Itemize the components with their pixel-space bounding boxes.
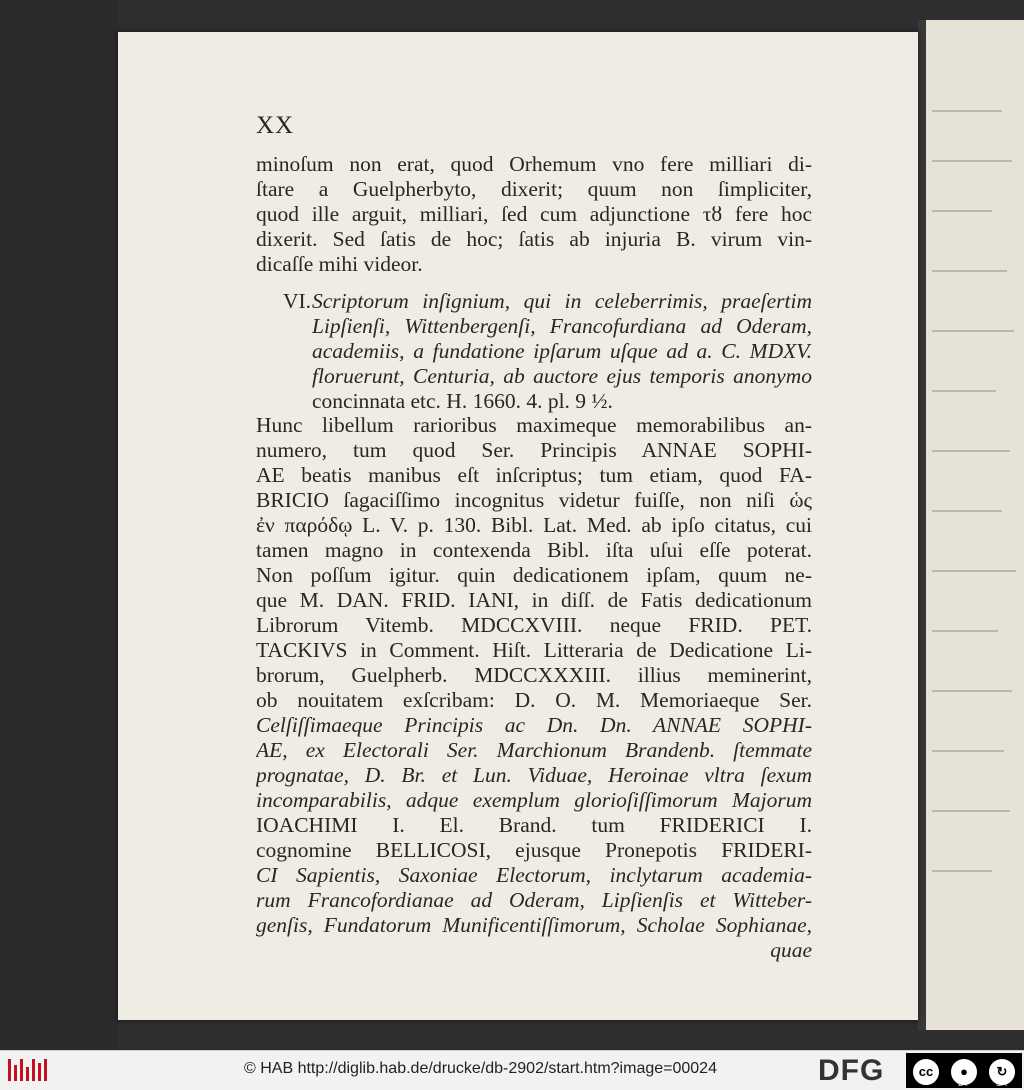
adjacent-page	[926, 20, 1024, 1030]
body-line: tamen magno in contexenda Bibl. iſta uſui eſſe poterat.	[256, 538, 812, 562]
entry-title-line: concinnata etc. H. 1660. 4. pl. 9 ½.	[312, 389, 613, 413]
body-line: AE, ex Electorali Ser. Marchionum Brandenb. ſtemmate	[256, 738, 812, 762]
sa-label: SA	[996, 1079, 1007, 1088]
entry-title-line: floruerunt, Centuria, ab auctore ejus temporis anonymo	[312, 364, 812, 388]
by-label: BY	[958, 1079, 969, 1088]
license-badge[interactable]	[906, 1053, 1022, 1088]
entry-number: VI.	[283, 289, 312, 313]
by-icon: ●	[948, 1056, 980, 1088]
body-line: ἐν παρόδῳ L. V. p. 130. Bibl. Lat. Med. ab ipſo citatus, cui	[256, 513, 812, 537]
body-line: Non poſſum igitur. quin dedicationem ipſam, quum ne-	[256, 563, 812, 587]
body-line: Celſiſſimaeque Principis ac Dn. Dn. ANNAE SOPHI-	[256, 713, 812, 737]
body-line: CI Sapientis, Saxoniae Electorum, inclytarum academia-	[256, 863, 812, 887]
viewer-background	[0, 0, 118, 1050]
sa-icon: ↻	[986, 1056, 1018, 1088]
body-line: TACKIVS in Comment. Hiſt. Litteraria de Dedicatione Li-	[256, 638, 812, 662]
text-line: dicaſſe mihi videor.	[256, 252, 423, 276]
body-line: ob nouitatem exſcribam: D. O. M. Memoriaeque Ser.	[256, 688, 812, 712]
body-line: numero, tum quod Ser. Principis ANNAE SOPHI-	[256, 438, 812, 462]
body-line: BRICIO ſagaciſſimo incognitus videtur fuiſſe, non niſi ὡς	[256, 488, 812, 512]
body-line: que M. DAN. FRID. IANI, in diſſ. de Fatis dedicationum	[256, 588, 812, 612]
entry-title-line: academiis, a fundatione ipſarum uſque ad a. C. MDXV.	[312, 339, 812, 363]
body-line: Hunc libellum rarioribus maximeque memorabilibus an-	[256, 413, 812, 437]
entry-title-line: Scriptorum inſignium, qui in celeberrimis, praeſertim	[312, 289, 812, 313]
cc-icon: cc	[910, 1056, 942, 1088]
body-line: IOACHIMI I. El. Brand. tum FRIDERICI I.	[256, 813, 812, 837]
body-line: cognomine BELLICOSI, ejusque Pronepotis FRIDERI-	[256, 838, 812, 862]
text-line: quod ille arguit, milliari, ſed cum adjunctione τȣ fere hoc	[256, 202, 812, 226]
body-line: brorum, Guelpherb. MDCCXXXIII. illius meminerint,	[256, 663, 812, 687]
hab-logo-icon[interactable]	[6, 1055, 50, 1085]
footer-bar	[0, 1050, 1024, 1090]
body-line: Librorum Vitemb. MDCCXVIII. neque FRID. PET.	[256, 613, 812, 637]
text-line: dixerit. Sed ſatis de hoc; ſatis ab injuria B. virum vin-	[256, 227, 812, 251]
dfg-logo[interactable]: DFG	[818, 1054, 885, 1087]
credit-link[interactable]: © HAB http://diglib.hab.de/drucke/db-2902/start.htm?image=00024	[244, 1060, 717, 1077]
body-line: incomparabilis, adque exemplum glorioſiſſimorum Majorum	[256, 788, 812, 812]
text-line: minoſum non erat, quod Orhemum vno fere milliari di-	[256, 152, 812, 176]
body-line: rum Francofordianae ad Oderam, Lipſienſis et Witteber-	[256, 888, 812, 912]
body-line: AE beatis manibus eſt inſcriptus; tum etiam, quod FA-	[256, 463, 812, 487]
text-line: ſtare a Guelpherbyto, dixerit; quum non ſimpliciter,	[256, 177, 812, 201]
catchword: quae	[770, 938, 812, 962]
entry-title-line: Lipſienſi, Wittenbergenſi, Francofurdiana ad Oderam,	[312, 314, 812, 338]
page-number: XX	[256, 112, 295, 139]
body-line: genſis, Fundatorum Munificentiſſimorum, Scholae Sophianae,	[256, 913, 812, 937]
body-line: prognatae, D. Br. et Lun. Viduae, Heroinae vltra ſexum	[256, 763, 812, 787]
